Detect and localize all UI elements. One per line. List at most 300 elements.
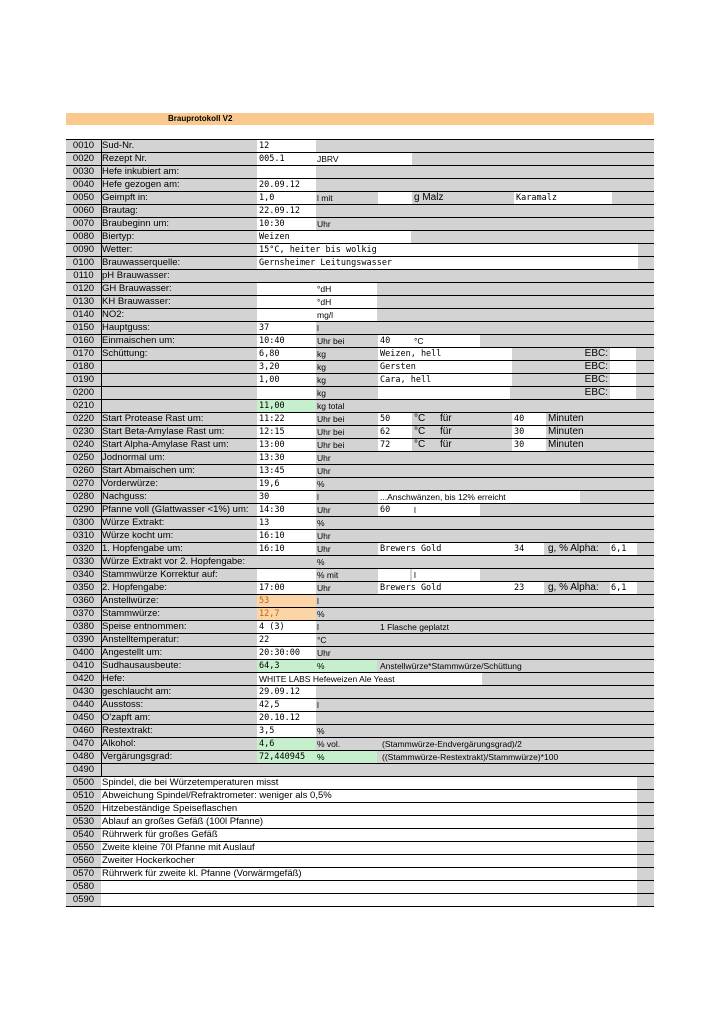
row-label: Alkohol: [102,738,136,749]
value-cell[interactable]: 20.09.12 [257,179,316,191]
unit-cell: Uhr [317,219,331,229]
row-number: 0060 [66,205,102,217]
value-cell[interactable]: 15°C, heiter bis wolkig [257,244,638,256]
value-cell[interactable] [257,569,316,581]
row-label: Hefe: [102,673,125,684]
table-row [66,620,654,633]
value-cell[interactable]: 16:10 [257,543,316,555]
row-label: Würze Extrakt: [102,517,165,528]
row-number: 0180 [66,361,102,373]
row-number: 0310 [66,530,102,542]
row-number: 0160 [66,335,102,347]
unit-cell: Uhr [317,648,331,658]
unit-cell: % [316,660,377,672]
value-cell[interactable]: 10:30 [257,218,316,230]
table-row [66,815,654,828]
table-row [66,425,654,438]
value-cell[interactable] [257,309,316,321]
value-cell[interactable]: 13 [257,517,316,529]
unit-cell: % [317,609,325,619]
row-label: Hefe inkubiert am: [102,166,180,177]
row-label: Pfanne voll (Glattwasser <1%) um: [102,504,249,515]
row-number: 0360 [66,595,102,607]
minutes-cell[interactable]: 30 [512,426,546,438]
row-label: O'zapft am: [102,712,151,723]
row-number: 0510 [66,790,102,802]
row-number: 0280 [66,491,102,503]
unit-cell: kg [317,375,326,385]
table-row [66,399,654,412]
protocol-table [66,139,654,907]
row-number: 0270 [66,478,102,490]
alpha-label: g, % Alpha: [548,543,599,554]
temp-unit: °C [414,413,426,424]
row-number: 0260 [66,465,102,477]
ebc-cell[interactable] [610,361,636,373]
row-number: 0110 [66,270,102,282]
row-number: 0100 [66,257,102,269]
table-row [66,386,654,399]
value-cell[interactable]: 16:10 [257,530,316,542]
unit-cell: Uhr bei [317,427,345,437]
value-cell[interactable]: 10:40 [257,335,316,347]
value-cell[interactable]: 13:00 [257,439,316,451]
row-number: 0210 [66,400,102,412]
row-label: Vorderwürze: [102,478,158,489]
temp-cell[interactable]: 40 [378,335,412,347]
unit-cell: % mit [317,570,339,580]
row-number: 0130 [66,296,102,308]
row-number: 0570 [66,868,102,880]
row-label: Brauwasserquelle: [102,257,181,268]
value-cell: 11,00 [257,400,316,412]
row-number: 0320 [66,543,102,555]
note-row-text[interactable] [101,881,637,893]
value-cell[interactable]: 42,5 [257,699,316,711]
value-cell[interactable]: 22.09.12 [257,205,316,217]
row-label: Hefe gezogen am: [102,179,180,190]
row-label: Geimpft in: [102,192,148,203]
row-number: 0340 [66,569,102,581]
value-cell[interactable]: 12:15 [257,426,316,438]
unit-cell: Uhr [317,466,331,476]
unit-cell: Uhr bei [317,336,345,346]
value-cell[interactable]: 3,5 [257,725,316,737]
value-cell[interactable]: 20.10.12 [257,712,316,724]
value-cell[interactable] [257,166,316,178]
malt-name-cell[interactable]: Gersten [378,361,512,373]
table-row [66,711,654,724]
alpha-cell[interactable]: 6,1 [610,582,637,594]
row-number: 0470 [66,738,102,750]
row-number: 0350 [66,582,102,594]
table-row [66,880,654,893]
value-cell[interactable]: 37 [257,322,316,334]
table-row [66,607,654,620]
value-cell[interactable]: 11:22 [257,413,316,425]
malt-label: g Malz [414,192,444,203]
row-label: Anstelltemperatur: [102,634,180,645]
row-number: 0460 [66,725,102,737]
row-label: Hauptguss: [102,322,151,333]
unit-cell: % [317,518,325,528]
note-cell: 1 Flasche geplatzt [380,622,449,632]
row-label: Schüttung: [102,348,148,359]
minutes-cell[interactable]: 30 [512,439,546,451]
row-number: 0030 [66,166,102,178]
row-label: Stammwürze: [102,608,161,619]
temp-cell[interactable]: 62 [378,426,412,438]
value-cell[interactable]: 22 [257,634,316,646]
ebc-cell[interactable] [610,387,636,399]
table-row [66,347,654,360]
row-number: 0010 [66,140,102,152]
temp-unit: °C [412,335,480,347]
row-number: 0440 [66,699,102,711]
formula-note: Anstellwürze*Stammwürze/Schüttung [380,661,522,671]
row-label: NO2: [102,309,125,320]
row-number: 0410 [66,660,102,672]
table-row [66,282,654,295]
table-row [66,438,654,451]
row-label: Biertyp: [102,231,135,242]
row-label: Angestellt um: [102,647,163,658]
document-title: Brauprotokoll V2 [168,114,233,123]
row-number: 0170 [66,348,102,360]
table-row [66,204,654,217]
row-number: 0250 [66,452,102,464]
row-number: 0540 [66,829,102,841]
row-number: 0430 [66,686,102,698]
value-cell[interactable]: 6,80 [257,348,316,360]
row-number: 0020 [66,153,102,165]
unit-cell: JBRV [316,153,412,165]
unit-cell: l [317,622,319,632]
table-row [66,191,654,204]
note-row-text[interactable]: Spindel, die bei Würzetemperaturen misst [101,777,637,789]
table-row [66,230,654,243]
row-label: geschlaucht am: [102,686,172,697]
temp-cell[interactable]: 72 [378,439,412,451]
table-row [66,295,654,308]
row-label: Start Beta-Amylase Rast um: [102,426,225,437]
correction-unit: l [412,569,480,581]
table-row [66,308,654,321]
row-label: Jodnormal um: [102,452,165,463]
unit-cell: l mit [317,193,333,203]
note-row-text[interactable]: Rührwerk für großes Gefäß [101,829,637,841]
alpha-cell[interactable]: 6,1 [610,543,637,555]
row-number: 0050 [66,192,102,204]
row-label: Restextrakt: [102,725,153,736]
row-number: 0480 [66,751,102,763]
value-cell[interactable]: 14:30 [257,504,316,516]
table-row [66,763,654,776]
value-cell[interactable]: Gernsheimer Leitungswasser [257,257,638,269]
for-label: für [440,413,452,424]
malt-type-cell[interactable]: Karamalz [514,192,612,204]
row-label: Nachguss: [102,491,147,502]
row-number: 0290 [66,504,102,516]
row-label: Speise entnommen: [102,621,187,632]
table-row [66,828,654,841]
unit-cell: l [317,492,319,502]
hop-amount-cell[interactable]: 34 [512,543,544,555]
table-row [66,529,654,542]
row-number: 0500 [66,777,102,789]
value-cell[interactable]: 30 [257,491,316,503]
table-row [66,854,654,867]
value-cell[interactable]: 19,6 [257,478,316,490]
row-label: 2. Hopfengabe: [102,582,167,593]
minutes-cell[interactable]: 40 [512,413,546,425]
value-cell[interactable]: 13:45 [257,465,316,477]
row-label [101,764,258,776]
row-label [101,361,258,373]
volume-cell[interactable]: 60 [378,504,412,516]
title-bar [66,113,654,125]
row-number: 0080 [66,231,102,243]
table-row [66,412,654,425]
unit-cell: Uhr [317,583,331,593]
value-cell: 72,440945 [257,751,316,763]
table-row [66,516,654,529]
row-number: 0370 [66,608,102,620]
value-cell[interactable]: 1,00 [257,374,316,386]
formula-note: ((Stammwürze-Restextrakt)/Stammwürze)*100 [382,752,559,762]
row-number: 0550 [66,842,102,854]
row-label: Sudhausausbeute: [102,660,182,671]
row-number: 0190 [66,374,102,386]
table-row [66,789,654,802]
row-number: 0490 [66,764,102,776]
table-row [66,776,654,789]
unit-cell: kg [317,349,326,359]
value-cell[interactable]: 29.09.12 [257,686,316,698]
unit-cell: Uhr bei [317,414,345,424]
row-label: 1. Hopfengabe um: [102,543,183,554]
table-row [66,321,654,334]
value-cell[interactable]: 005.1 [257,153,316,165]
row-label: Brautag: [102,205,138,216]
table-row [66,152,654,165]
row-label: Start Abmaischen um: [102,465,195,476]
value-cell[interactable]: 13:30 [257,452,316,464]
value-cell[interactable] [257,387,316,399]
value-cell[interactable] [257,283,316,295]
row-label: Ausstoss: [102,699,144,710]
table-row [66,750,654,763]
row-number: 0400 [66,647,102,659]
row-label: pH Brauwasser: [102,270,170,281]
hop-amount-cell[interactable]: 23 [512,582,544,594]
note-row-text[interactable]: Abweichung Spindel/Refraktrometer: weniger als 0,5% [101,790,637,802]
row-label: Braubeginn um: [102,218,170,229]
row-number: 0240 [66,439,102,451]
value-cell[interactable]: 4 (3) [257,621,316,633]
row-label: KH Brauwasser: [102,296,171,307]
table-row [66,243,654,256]
note-row-text[interactable]: Ablauf an großes Gefäß (100l Pfanne) [101,816,637,828]
unit-cell: % [317,557,325,567]
row-number: 0120 [66,283,102,295]
row-label: Anstellwürze: [102,595,159,606]
row-number: 0230 [66,426,102,438]
table-row [66,685,654,698]
row-number: 0140 [66,309,102,321]
formula-note: (Stammwürze-Endvergärungsgrad)/2 [382,739,522,749]
unit-cell: kg [317,388,326,398]
value-cell[interactable]: 53 [257,595,316,607]
malt-name-cell[interactable]: Cara, hell [378,374,512,386]
row-label [101,400,258,412]
row-label: GH Brauwasser: [102,283,172,294]
note-cell: ...Anschwänzen, bis 12% erreicht [378,491,580,503]
unit-cell: l [317,596,319,606]
minutes-unit: Minuten [548,426,584,437]
row-label: Einmaischen um: [102,335,175,346]
unit-cell: mg/l [316,309,377,321]
table-row [66,802,654,815]
table-row [66,217,654,230]
unit-cell: Uhr [317,453,331,463]
value-cell[interactable]: 12,7 [257,608,316,620]
malt-name-cell[interactable]: Weizen, hell [378,348,512,360]
value-cell[interactable]: Weizen [257,231,411,243]
for-label: für [440,439,452,450]
row-label: Start Alpha-Amylase Rast um: [102,439,229,450]
row-number: 0530 [66,816,102,828]
table-row [66,841,654,854]
ebc-cell[interactable] [610,374,636,386]
note-row-text[interactable]: Hitzebeständige Speiseflaschen [101,803,637,815]
row-label: Würze Extrakt vor 2. Hopfengabe: [102,556,246,567]
hop-name-cell[interactable]: Brewers Gold [378,582,512,594]
table-row [66,646,654,659]
value-cell[interactable]: 17:00 [257,582,316,594]
unit-cell: °dH [316,296,377,308]
table-row [66,360,654,373]
row-number: 0520 [66,803,102,815]
temp-cell[interactable]: 50 [378,413,412,425]
unit-cell: % [317,726,325,736]
temp-unit: °C [414,439,426,450]
value-cell: 4,6 [257,738,316,750]
table-row [66,139,654,152]
table-row [66,724,654,737]
table-row [66,256,654,269]
row-number: 0300 [66,517,102,529]
row-number: 0070 [66,218,102,230]
row-number: 0590 [66,894,102,906]
row-number: 0220 [66,413,102,425]
row-number: 0330 [66,556,102,568]
table-row [66,178,654,191]
alpha-label: g, % Alpha: [548,582,599,593]
table-row [66,464,654,477]
table-row [66,568,654,581]
note-row-text[interactable] [101,894,637,906]
row-number: 0420 [66,673,102,685]
row-label: Start Protease Rast um: [102,413,204,424]
table-row [66,581,654,594]
ebc-label: EBC: [584,361,608,372]
unit-cell: l [317,323,319,333]
table-row [66,893,654,907]
row-number: 0090 [66,244,102,256]
malt-name-cell[interactable] [378,387,510,399]
row-label [101,387,258,399]
temp-unit: °C [414,426,426,437]
table-row [66,594,654,607]
unit-cell: °dH [316,283,377,295]
note-row-text[interactable]: Zweite kleine 70l Pfanne mit Auslauf [101,842,637,854]
table-row [66,477,654,490]
table-row [66,737,654,750]
table-row [66,165,654,178]
table-row [66,867,654,880]
minutes-unit: Minuten [548,439,584,450]
unit-cell: % [316,751,377,763]
table-row [66,373,654,386]
ebc-cell[interactable] [610,348,636,360]
table-row [66,633,654,646]
ebc-label: EBC: [584,348,608,359]
row-number: 0390 [66,634,102,646]
table-row [66,269,654,282]
row-number: 0450 [66,712,102,724]
value-cell[interactable]: 1,0 [257,192,316,204]
note-row-text[interactable]: Zweiter Hockerkocher [101,855,637,867]
unit-cell: kg [317,362,326,372]
volume-unit: l [412,504,480,516]
row-label: Würze kocht um: [102,530,174,541]
minutes-unit: Minuten [548,413,584,424]
value-cell[interactable] [257,296,316,308]
value-cell[interactable]: 3,20 [257,361,316,373]
table-row [66,334,654,347]
row-label: Vergärungsgrad: [102,751,173,762]
row-label: Rezept Nr. [102,153,147,164]
hop-name-cell[interactable]: Brewers Gold [378,543,512,555]
malt-amount-cell[interactable] [378,192,412,204]
unit-cell: % vol. [317,739,341,749]
note-row-text[interactable]: Rührwerk für zweite kl. Pfanne (Vorwärmgefäß) [101,868,637,880]
row-number: 0580 [66,881,102,893]
table-row [66,490,654,503]
row-number: 0380 [66,621,102,633]
row-number: 0040 [66,179,102,191]
table-row [66,672,654,685]
ebc-label: EBC: [584,387,608,398]
for-label: für [440,426,452,437]
yeast-cell[interactable]: WHITE LABS Hefeweizen Ale Yeast [257,673,482,685]
table-row [66,451,654,464]
unit-cell: l [317,700,319,710]
table-row [66,503,654,516]
row-number: 0150 [66,322,102,334]
value-cell[interactable]: 20:30:00 [257,647,316,659]
table-row [66,555,654,568]
row-label [101,374,258,386]
row-number: 0200 [66,387,102,399]
correction-cell[interactable] [378,569,410,581]
unit-cell: °C [317,635,327,645]
value-cell[interactable]: 12 [257,140,316,152]
row-number: 0560 [66,855,102,867]
unit-cell: kg total [317,401,345,411]
unit-cell: Uhr [317,544,331,554]
